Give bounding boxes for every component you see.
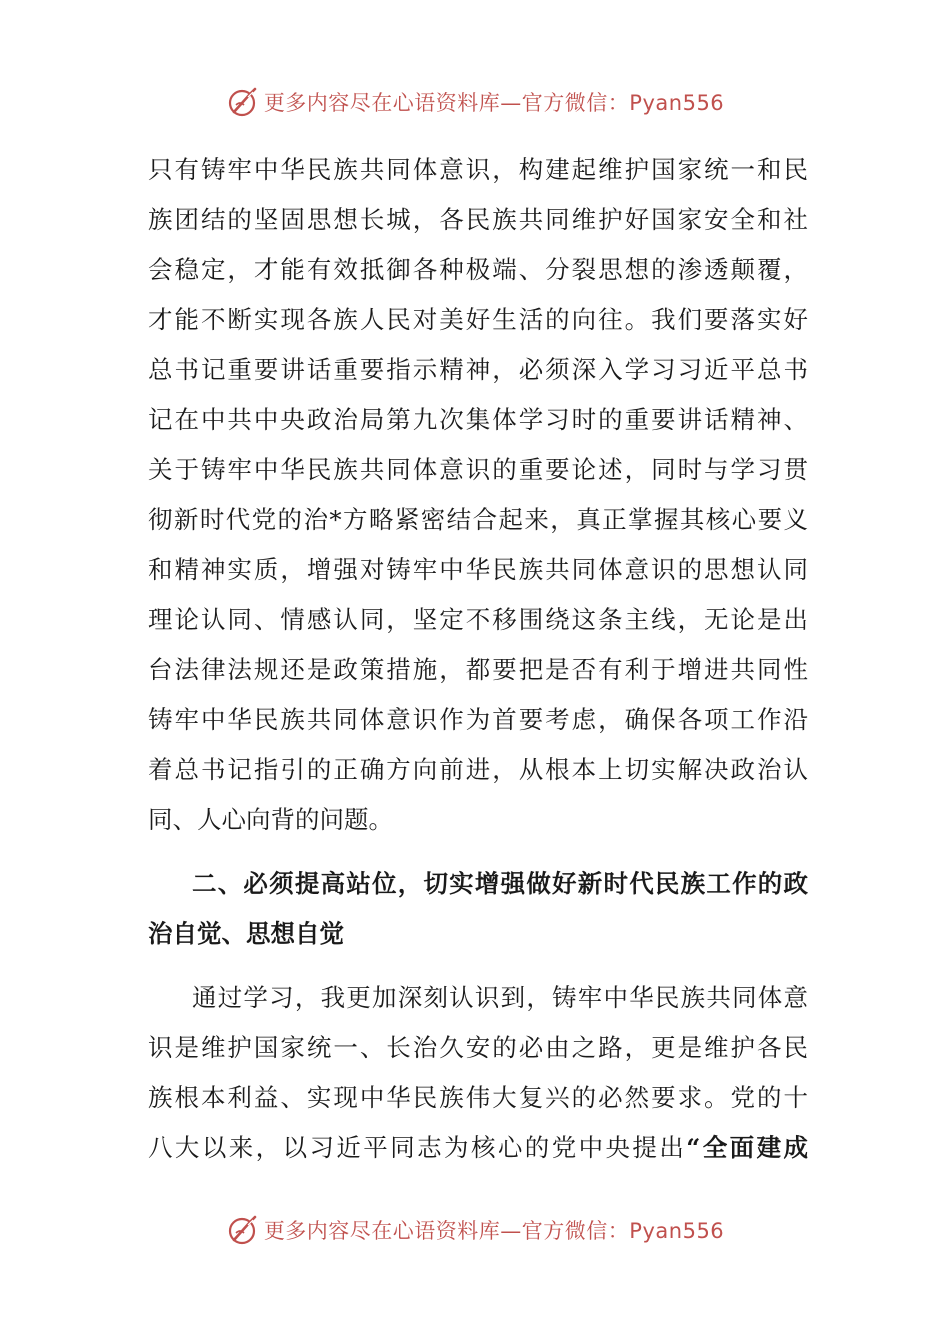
text-span: 八大以来，以习近平同志为核心的党中央提出	[148, 1133, 687, 1162]
watermark-text: 更多内容尽在心语资料库—官方微信：Pyan556	[263, 1219, 725, 1243]
text-line: 族根本利益、实现中华民族伟大复兴的必然要求。党的十	[148, 1083, 808, 1112]
text-line: 台法律法规还是政策措施，都要把是否有利于增进共同性	[148, 655, 808, 684]
text-line: 同、人心向背的问题。	[148, 805, 393, 834]
text-line: 着总书记指引的正确方向前进，从根本上切实解决政治认	[148, 755, 808, 784]
text-line: 彻新时代党的治*方略紧密结合起来，真正掌握其核心要义	[148, 505, 808, 534]
watermark-text: 更多内容尽在心语资料库—官方微信：Pyan556	[263, 91, 725, 115]
paragraph-2	[148, 973, 808, 1173]
text-line: 通过学习，我更加深刻认识到，铸牢中华民族共同体意	[192, 983, 808, 1012]
heading-line: 二、必须提高站位，切实增强做好新时代民族工作的政	[192, 869, 808, 898]
text-line: 铸牢中华民族共同体意识作为首要考虑，确保各项工作沿	[148, 705, 808, 734]
text-line: 和精神实质，增强对铸牢中华民族共同体意识的思想认同	[148, 555, 808, 584]
footer-watermark	[0, 1208, 950, 1252]
bold-text-span: “全面建成	[686, 1133, 808, 1162]
text-line: 记在中共中央政治局第九次集体学习时的重要讲话精神、	[148, 405, 808, 434]
text-line	[148, 1123, 808, 1173]
heading-line: 治自觉、思想自觉	[148, 919, 344, 948]
document-body	[148, 145, 808, 1173]
text-line: 只有铸牢中华民族共同体意识，构建起维护国家统一和民	[148, 155, 808, 184]
text-line: 才能不断实现各族人民对美好生活的向往。我们要落实好	[148, 305, 808, 334]
text-line: 族团结的坚固思想长城，各民族共同维护好国家安全和社	[148, 205, 808, 234]
pen-logo-icon	[226, 85, 260, 119]
paragraph-1	[148, 145, 808, 845]
text-line: 会稳定，才能有效抵御各种极端、分裂思想的渗透颠覆，	[148, 255, 808, 284]
section-heading	[148, 859, 808, 959]
text-line: 总书记重要讲话重要指示精神，必须深入学习习近平总书	[148, 355, 808, 384]
text-line: 识是维护国家统一、长治久安的必由之路，更是维护各民	[148, 1033, 808, 1062]
text-line: 关于铸牢中华民族共同体意识的重要论述，同时与学习贯	[148, 455, 808, 484]
pen-logo-icon	[226, 1213, 260, 1247]
text-line: 理论认同、情感认同，坚定不移围绕这条主线，无论是出	[148, 605, 808, 634]
header-watermark	[0, 80, 950, 124]
